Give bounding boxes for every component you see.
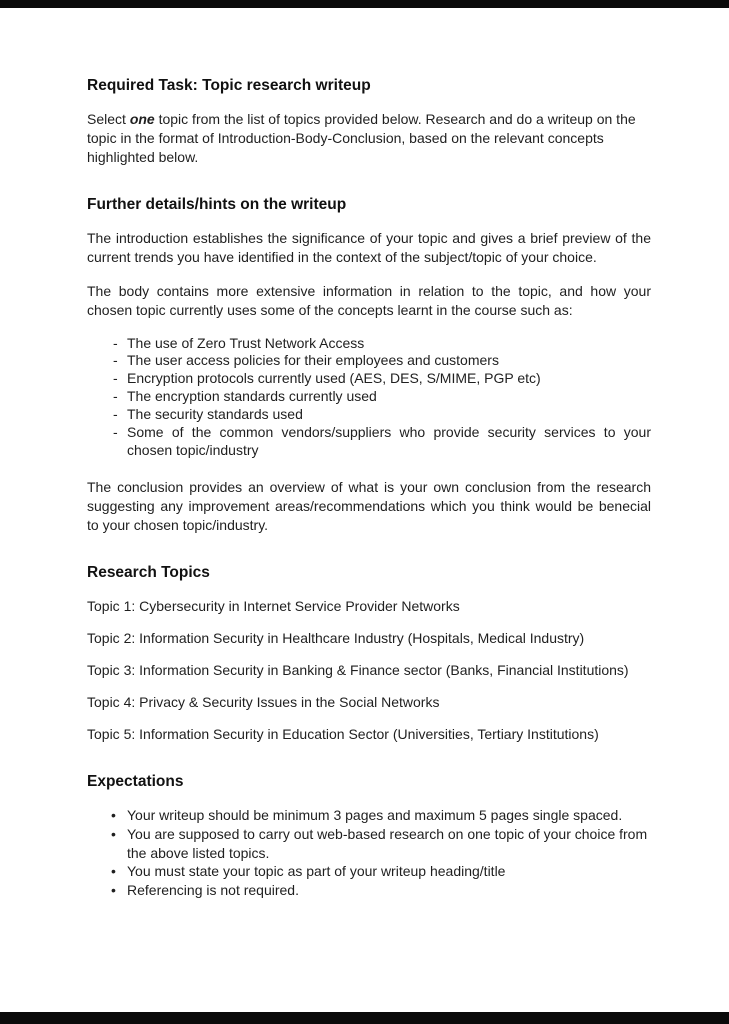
topic-line: Topic 4: Privacy & Security Issues in the Social Networks — [87, 694, 440, 711]
details-intro-paragraph: The introduction establishes the significance of your topic and gives a brief preview of the current trends you have identified in the context of the subject/topic of your choice. — [87, 229, 651, 265]
document-page — [0, 8, 729, 1012]
expectation-item: • Referencing is not required. — [87, 881, 651, 900]
expectation-item: • You must state your topic as part of your writeup heading/title — [87, 862, 651, 881]
concept-item: - The encryption standards currently used — [87, 388, 651, 406]
expectations-list — [87, 806, 651, 900]
section-research-topics — [87, 563, 651, 744]
topic-line: Topic 2: Information Security in Healthcare Industry (Hospitals, Medical Industry) — [87, 629, 585, 646]
section-details — [87, 195, 651, 535]
topic-line: Topic 1: Cybersecurity in Internet Service Provider Networks — [87, 597, 460, 614]
section-heading-details: Further details/hints on the writeup — [87, 195, 347, 213]
intro-prefix: Select — [87, 111, 130, 128]
concept-item: - The security standards used — [87, 406, 651, 424]
section-heading-research-topics: Research Topics — [87, 563, 210, 581]
details-conclusion-paragraph: The conclusion provides an overview of what is your own conclusion from the research suggesting any improvement areas/recommendations which you think would be benecial to your chosen topic/industry. — [87, 478, 651, 533]
concepts-list — [87, 335, 651, 460]
concept-item: - The use of Zero Trust Network Access — [87, 335, 651, 353]
concept-item: - The user access policies for their employees and customers — [87, 352, 651, 370]
expectation-item: • Your writeup should be minimum 3 pages and maximum 5 pages single spaced. — [87, 806, 651, 825]
scan-edge-bottom — [0, 1012, 729, 1024]
scan-edge-top — [0, 0, 729, 8]
section-heading-required-task: Required Task: Topic research writeup — [87, 77, 371, 94]
details-body-paragraph: The body contains more extensive information in relation to the topic, and how your chosen topic currently uses some of the concepts learnt in the course such as: — [87, 282, 651, 318]
concept-item: - Some of the common vendors/suppliers who provide security services to your chosen topic/industry — [87, 424, 651, 460]
section-expectations — [87, 772, 651, 901]
concept-item: - Encryption protocols currently used (AES, DES, S/MIME, PGP etc) — [87, 370, 651, 388]
topic-line: Topic 5: Information Security in Education Sector (Universities, Tertiary Institutions) — [87, 726, 599, 743]
section-required-task — [87, 76, 651, 167]
required-task-paragraph — [87, 110, 651, 167]
intro-suffix: topic from the list of topics provided below. Research and do a writeup on the topic in the format of Introduction-Body-Conclusion, based on the relevant concepts highlighted below. — [87, 111, 636, 165]
intro-emphasis: one — [129, 111, 155, 128]
expectation-item: • You are supposed to carry out web-based research on one topic of your choice from the above listed topics. — [87, 825, 651, 863]
section-heading-expectations: Expectations — [87, 772, 184, 790]
topic-line: Topic 3: Information Security in Banking & Finance sector (Banks, Financial Institutions) — [87, 662, 629, 679]
